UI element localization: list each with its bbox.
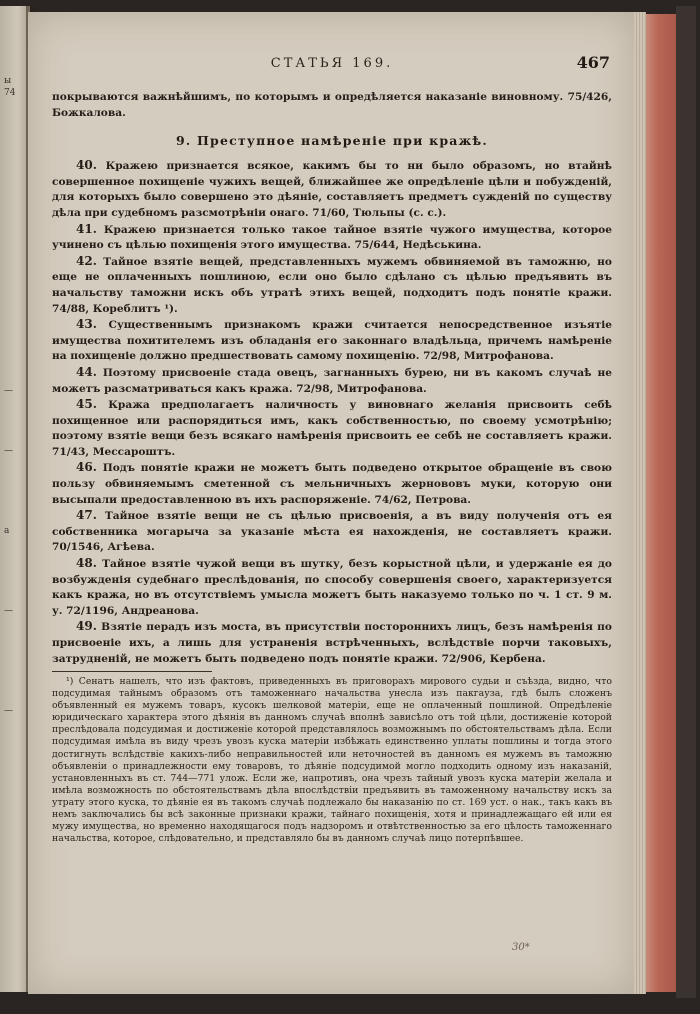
- left-page-fragment: 74: [4, 88, 16, 98]
- ruling-number: 44.: [76, 364, 97, 379]
- left-page-fragment: —: [4, 446, 13, 456]
- book-page: [28, 12, 634, 994]
- ruling-text: Взятіе перадъ изъ моста, въ присутствіи постороннихъ лицъ, безъ намѣренія по присвоеніе ихъ, а лишь для устраненія встрѣченныхъ, вслѣдствіе порчи таковыхъ, затрудненій, не можетъ быть подведено подъ понятіе кражи. 72/906, Кербена.: [52, 621, 612, 665]
- left-page-fragment: —: [4, 606, 13, 616]
- ruling-text: Подъ понятіе кражи не можетъ быть подведено открытое обращеніе въ свою пользу обвиняемымъ сметенной съ мельничныхъ жернововъ муки, которую они высыпали предоставленною въ ихъ распоряженіе. 74/62, Петрова.: [52, 462, 612, 506]
- intro-paragraph: покрываются важнѣйшимъ, по которымъ и опредѣляется наказаніе виновному. 75/426, Божкалова.: [52, 91, 612, 119]
- printer-signature-mark: 30*: [512, 942, 530, 953]
- ruling-text: Кражею признается всякое, какимъ бы то ни было образомъ, но втайнѣ совершенное похищеніе чужихъ вещей, ближайшее же опредѣленіе цѣли и побужденій, для которыхъ было совершено это дѣяніе, составляетъ предметъ сужденій по существу дѣла при судебномъ разсмотрѣніи онаго. 71/60, Тюльпы (с. с.).: [52, 160, 612, 219]
- ruling-text: Кража предполагаетъ наличность у виновнаго желанія присвоить себѣ похищенное или распорядиться имъ, какъ собственностью, по своему усмотрѣнію; поэтому взятіе вещи безъ всякаго намѣренія присвоить ее себѣ не составляетъ кражи. 71/43, Мессароштъ.: [52, 399, 612, 458]
- ruling-number: 47.: [76, 508, 97, 523]
- ruling-text: Тайное взятіе вещи не съ цѣлью присвоенія, а въ виду полученія отъ ея собственника могарыча за указаніе мѣста ея нахожденія, не составляетъ кражи. 70/1546, Агѣева.: [52, 510, 612, 554]
- book-cover-edge: [676, 6, 696, 998]
- ruling-paragraph: [52, 222, 612, 254]
- ruling-number: 49.: [76, 619, 97, 634]
- ruling-paragraph: [52, 619, 612, 667]
- ruling-number: 46.: [76, 460, 97, 475]
- ruling-number: 42.: [76, 253, 97, 268]
- body-text: [52, 90, 612, 667]
- left-page-fragment: —: [4, 386, 13, 396]
- ruling-paragraph: [52, 365, 612, 397]
- ruling-number: 43.: [76, 317, 97, 332]
- ruling-text: Существеннымъ признакомъ кражи считается непосредственное изъятіе имущества похитителемъ изъ обладанія его законнаго владѣльца, причемъ намѣреніе на похищеніе должно предшествовать самому похищенію. 72/98, Митрофанова.: [52, 319, 612, 363]
- footnote: [52, 676, 612, 845]
- footnote-rule: [52, 671, 212, 672]
- ruling-paragraph: [52, 556, 612, 619]
- ruling-paragraph: [52, 460, 612, 508]
- ruling-number: 48.: [76, 556, 97, 571]
- running-head: [52, 53, 612, 76]
- ruling-text: Тайное взятіе вещей, представленныхъ мужемъ обвиняемой въ таможню, но еще не оплаченныхъ пошлиною, если оно было сдѣлано съ цѣлью предъявить въ начальству таможни искъ объ утратѣ этихъ вещей, подходитъ подъ понятіе кражи. 74/88, Кореблитъ ¹).: [52, 255, 612, 315]
- red-page-edge: [646, 14, 676, 992]
- page-stack-edge: [634, 12, 646, 994]
- ruling-paragraph: [52, 397, 612, 460]
- ruling-number: 45.: [76, 397, 97, 412]
- ruling-text: Поэтому присвоеніе стада овецъ, загнанныхъ бурею, ни въ какомъ случаѣ не можетъ разсматриваться какъ кража. 72/98, Митрофанова.: [52, 366, 612, 395]
- left-page-fragment: ы: [4, 76, 12, 86]
- ruling-paragraph: [52, 158, 612, 221]
- footnote-text: ¹) Сенатъ нашелъ, что изъ фактовъ, приведенныхъ въ приговорахъ мирового судьи и съѣзда, видно, что подсудимая тайнымъ образомъ отъ таможеннаго начальства унесла изъ пакгауза, гдѣ былъ сложенъ объявленный ея мужемъ товаръ, кусокъ шелковой матеріи, еще не оплаченный пошлиной. Опредѣленіе юридическаго характера этого дѣянія въ данномъ случаѣ вполнѣ зависѣло отъ той цѣли, достиженіе которой преслѣдовала подсудимая и достиженіе которой представлялось возможнымъ по обстоятельствамъ дѣла. Если подсудимая имѣла въ виду чрезъ увозъ куска матеріи избѣжать единственно уплаты пошлины и тогда этого достигнуть вслѣдствіе какихъ-либо неправильностей или неточностей въ данномъ ея мужемъ въ таможню объявленіи о принадлежности ему товаровъ, то дѣяніе подсудимой могло подходить одному изъ наказаній, установленныхъ въ ст. 744—771 улож. Если же, напротивъ, она чрезъ тайный увозъ куска матеріи желала и имѣла возможность по обстоятельствамъ дѣла впослѣдствіи предъявить въ таможенному начальству искъ за утрату этого куска, то дѣяніе ея въ такомъ случаѣ подлежало бы наказанію по ст. 169 уст. о нак., такъ какъ въ немъ заключались бы всѣ законные признаки кражи, тайнаго похищенія, хотя и принадлежащаго ей или ея мужу имущества, но временно находящагося подъ надзоромъ и отвѣтственностью за его цѣлость таможеннаго начальства, которое, слѣдовательно, и представляло бы въ данномъ случаѣ лицо потерпѣвшее.: [52, 676, 612, 845]
- ruling-paragraph: [52, 254, 612, 317]
- ruling-text: Кражею признается только такое тайное взятіе чужого имущества, которое учинено съ цѣлью похищенія этого имущества. 75/644, Недѣськина.: [52, 223, 612, 252]
- ruling-number: 40.: [76, 158, 97, 173]
- ruling-number: 41.: [76, 221, 97, 236]
- section-heading: 9. Преступное намѣреніе при кражѣ.: [176, 133, 488, 149]
- ruling-paragraph: [52, 508, 612, 556]
- page-number: 467: [576, 53, 610, 72]
- ruling-paragraph: [52, 317, 612, 365]
- ruling-text: Тайное взятіе чужой вещи въ шутку, безъ корыстной цѣли, и удержаніе ея до возбужденія судебнаго преслѣдованія, по способу совершенія своего, характеризуется какъ кража, но въ отсутствіемъ умысла можетъ быть наказуемо только по ч. 1 ст. 9 м. у. 72/1196, Андреанова.: [52, 558, 612, 617]
- left-page-fragment: а: [4, 526, 10, 536]
- running-title: СТАТЬЯ 169.: [270, 56, 394, 71]
- left-page-fragment: —: [4, 706, 13, 716]
